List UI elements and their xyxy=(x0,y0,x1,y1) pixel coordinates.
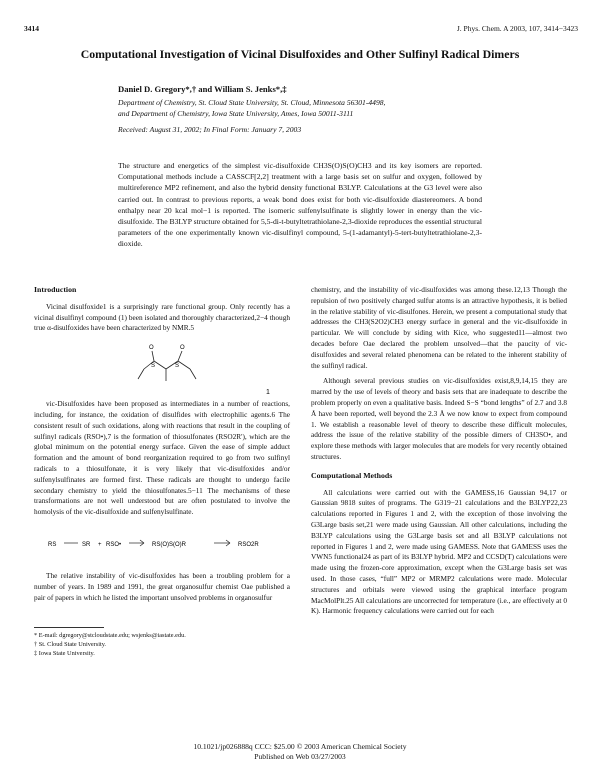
footnote: † St. Cloud State University. xyxy=(34,641,107,648)
paragraph: Vicinal disulfoxide1 is a surprisingly rare functional group. Only recently has a vicinal disulfinyl compound (1) been isolated and thoroughly characterized,2−4 though true α-disulfoxides have been characterized by NMR.5 xyxy=(34,301,290,333)
author-list: Daniel D. Gregory*,† and William S. Jenks*,‡ xyxy=(118,84,287,94)
affiliation-line: and Department of Chemistry, Iowa State University, Ames, Iowa 50011-3111 xyxy=(118,109,354,118)
svg-text:RS: RS xyxy=(48,541,57,548)
footnote: ‡ Iowa State University. xyxy=(34,650,95,657)
svg-text:SR: SR xyxy=(82,541,91,548)
paper-title: Computational Investigation of Vicinal Disulfoxides and Other Sulfinyl Radical Dimers xyxy=(80,47,520,61)
svg-text:O: O xyxy=(149,345,154,352)
doi-line: 10.1021/jp026888q CCC: $25.00 © 2003 American Chemical Society xyxy=(193,742,407,751)
svg-text:+: + xyxy=(98,541,102,548)
left-column xyxy=(34,285,290,608)
svg-text:O: O xyxy=(180,345,185,352)
svg-text:S: S xyxy=(151,363,156,370)
compound-label: 1 xyxy=(266,389,270,397)
paragraph: chemistry, and the instability of vic-disulfoxides was among these.12,13 Though the repulsion of two positively charged sulfur atoms is an attractive hypothesis, it is belied in the relative stability of vic-disulfones. Herein, we present a computational study that addresses the CH3(S2O2)CH3 energy surface in general and the vic-disulfoxide in particular. We will conclude by siding with Kice, who suggested11—almost two decades before Oae declared the problem unsolved—that the paucity of vic-disulfoxides and several related phenomena can be related to the inherent stability of the sulfinyl radical. xyxy=(311,285,567,370)
abstract: The structure and energetics of the simplest vic-disulfoxide CH3S(O)S(O)CH3 and its key isomers are reported. Computational methods include a CASSCF[2,2] treatment with a large basis set on sulfur and oxygen, followed by multireference MP2 refinement, and also the hybrid density functional B3LYP. Calculations at the G3 level were also carried out. In contrast to previous reports, a weak bond does exist for both vic-disulfoxide diastereomers. A bond enthalpy near 20 kcal mol−1 is reported. The isomeric sulfenylsulfinate is slightly lower in energy than the vic-disulfoxide. The B3LYP structure obtained for 5,5-di-t-butyltetrathiolane-2,3-dioxide reproduces the essential structural parameters of the one experimentally known vic-disulfinyl compound, 5-(1-adamantyl)-5-tert-butyltetrathiolane-2,3-dioxide. xyxy=(118,161,482,249)
page-number: 3414 xyxy=(24,24,39,33)
paragraph: The relative instability of vic-disulfoxides has been a troubling problem for a number of years. In 1989 and 1991, the great organosulfur chemist Oae published a pair of papers in which he listed the important unsolved problems in organosulfur xyxy=(34,570,290,602)
right-column xyxy=(311,285,567,622)
affiliation-line: Department of Chemistry, St. Cloud State University, St. Cloud, Minnesota 56301-4498, xyxy=(118,98,386,107)
svg-text:RSO2R: RSO2R xyxy=(238,541,259,548)
svg-text:S: S xyxy=(175,363,180,370)
compound-structure-figure xyxy=(34,339,290,399)
section-heading: Computational Methods xyxy=(311,470,393,480)
paragraph: Although several previous studies on vic-disulfoxides exist,8,9,14,15 they are marred by the use of levels of theory and basis sets that are inadequate to describe the problem properly on even a qualitative basis. Indeed S−S “bond lengths” of 2.7 and 3.8 Å have been reported, well beyond the 2.3 Å we now know to expect from compound 1. We establish a reasonable level of theory to describe these difficult molecules, address the issue of the relative stability of the possible dimers of CH3SO•, and explore these methods with larger molecules that are models for very recently obtained structures. xyxy=(311,376,567,461)
reaction-scheme xyxy=(34,523,290,571)
received-dates: Received: August 31, 2002; In Final Form: January 7, 2003 xyxy=(118,125,302,134)
svg-text:RS(O)S(O)R: RS(O)S(O)R xyxy=(152,541,186,548)
reaction-scheme-figure xyxy=(34,523,290,571)
journal-reference: J. Phys. Chem. A 2003, 107, 3414−3423 xyxy=(456,24,578,33)
svg-text:RSO•: RSO• xyxy=(106,541,122,548)
paragraph: vic-Disulfoxides have been proposed as intermediates in a number of reactions, including, for instance, the oxidation of disulfides with electrophilic agents.6 The consistent result of such oxidations, along with reactions that result in the coupling of sulfinyl radicals (RSO•),7 is the formation of thiosulfonates (RSO2R'), which are the global minimum on the potential energy surface. Given the ease of simple adduct formation and the amount of bond reorganization required to go from two sulfinyl radicals to a thiosulfonate, it is very likely that vic-disulfoxides and/or sulfenylsulfinates are formed first. These radicals are thought to undergo facile secondary chemistry to yield the thiosulfonates.5−11 The mechanisms of these transformations are not well understood but are often postulated to involve the homolysis of the vic-disulfoxide and sulfenylsulfinate. xyxy=(34,399,290,517)
footnote-rule xyxy=(34,627,104,628)
compound-1-structure xyxy=(34,339,290,399)
section-heading: Introduction xyxy=(34,285,77,294)
footnote: * E-mail: dgregory@stcloudstate.edu; wsjenks@iastate.edu. xyxy=(34,632,186,639)
published-date: Published on Web 03/27/2003 xyxy=(254,752,346,761)
paragraph: All calculations were carried out with the GAMESS,16 Gaussian 94,17 or Gaussian 9818 suites of programs. The G319−21 calculations and the B3LYP22,23 calculations reported in Figures 1 and 2, with the exception of those involving the G3Large basis set,21 were made using Gaussian. All other calculations, including the B3LYP calculations using the G3Large basis set and all B3LYP calculations not reported in Figures 1 and 2, were made using GAMESS. Note that GAMESS uses the VWN5 functional24 as part of its B3LYP hybrid. MP2 and CCSD(T) calculations were made using the frozen-core approximation, except when the G3Large basis set was used. In those cases, “full” MP2 or MRMP2 calculations were made. Molecular structures and orbitals were viewed using the graphical interface program MacMolPlt.25 All calculations are uncorrected for temperature (i.e., are effectively at 0 K). Harmonic frequency calculations were carried out for each xyxy=(311,487,567,616)
